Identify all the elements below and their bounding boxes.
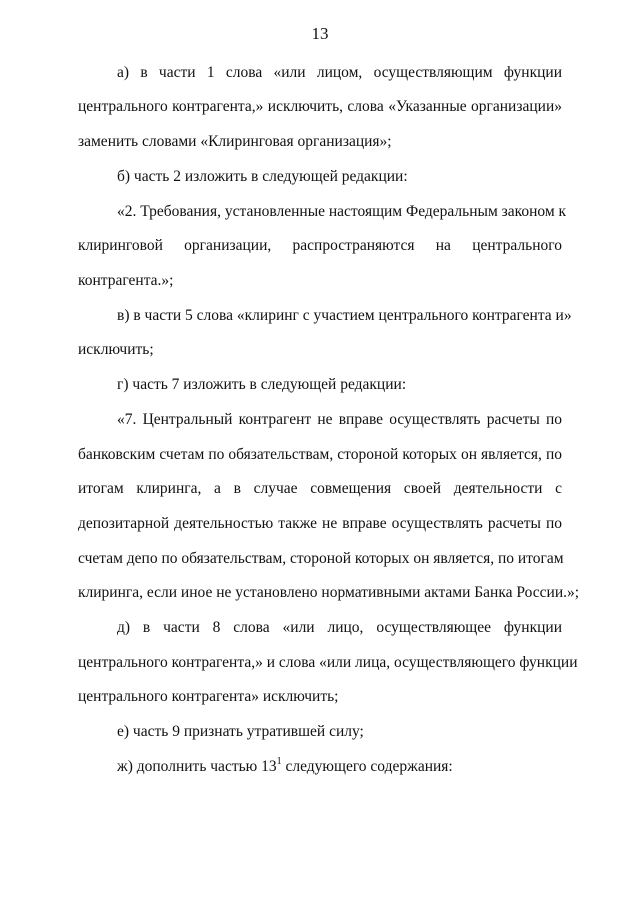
- text-fragment: ж) дополнить частью 13: [117, 758, 277, 775]
- text-line: центрального контрагента,» и слова «или лица, осуществляющего функции: [78, 654, 578, 671]
- text-line: г) часть 7 изложить в следующей редакции:: [117, 376, 407, 393]
- text-line: в) в части 5 слова «клиринг с участием центрального контрагента и»: [117, 307, 572, 324]
- text-line: клиринга, если иное не установлено нормативными актами Банка России.»;: [78, 584, 580, 601]
- page-number: 13: [311, 24, 329, 43]
- text-line: банковским счетам по обязательствам, стороной которых он является, по: [78, 446, 562, 463]
- text-line: контрагента.»;: [78, 272, 174, 289]
- text-line: итогам клиринга, а в случае совмещения своей деятельности с: [78, 480, 562, 497]
- text-line: е) часть 9 признать утратившей силу;: [117, 723, 364, 740]
- text-line-with-superscript: [117, 757, 562, 777]
- text-line: счетам депо по обязательствам, стороной которых он является, по итогам: [78, 550, 564, 567]
- superscript: 1: [276, 755, 282, 767]
- text-line: центрального контрагента» исключить;: [78, 688, 339, 705]
- text-line: «2. Требования, установленные настоящим Федеральным законом к: [117, 203, 567, 220]
- text-line: депозитарной деятельностью также не вправе осуществлять расчеты по: [78, 515, 562, 532]
- text-line: а) в части 1 слова «или лицом, осуществляющим функции: [117, 64, 562, 81]
- text-line: центрального контрагента,» исключить, слова «Указанные организации»: [78, 98, 562, 115]
- text-line: заменить словами «Клиринговая организация»;: [78, 133, 392, 150]
- text-line: д) в части 8 слова «или лицо, осуществляющее функции: [117, 619, 562, 636]
- text-line: исключить;: [78, 341, 154, 358]
- text-fragment: следующего содержания:: [281, 758, 453, 775]
- text-line: «7. Центральный контрагент не вправе осуществлять расчеты по: [117, 411, 562, 428]
- text-line: б) часть 2 изложить в следующей редакции:: [117, 168, 408, 185]
- text-line: клиринговой организации, распространяются на центрального: [78, 237, 562, 254]
